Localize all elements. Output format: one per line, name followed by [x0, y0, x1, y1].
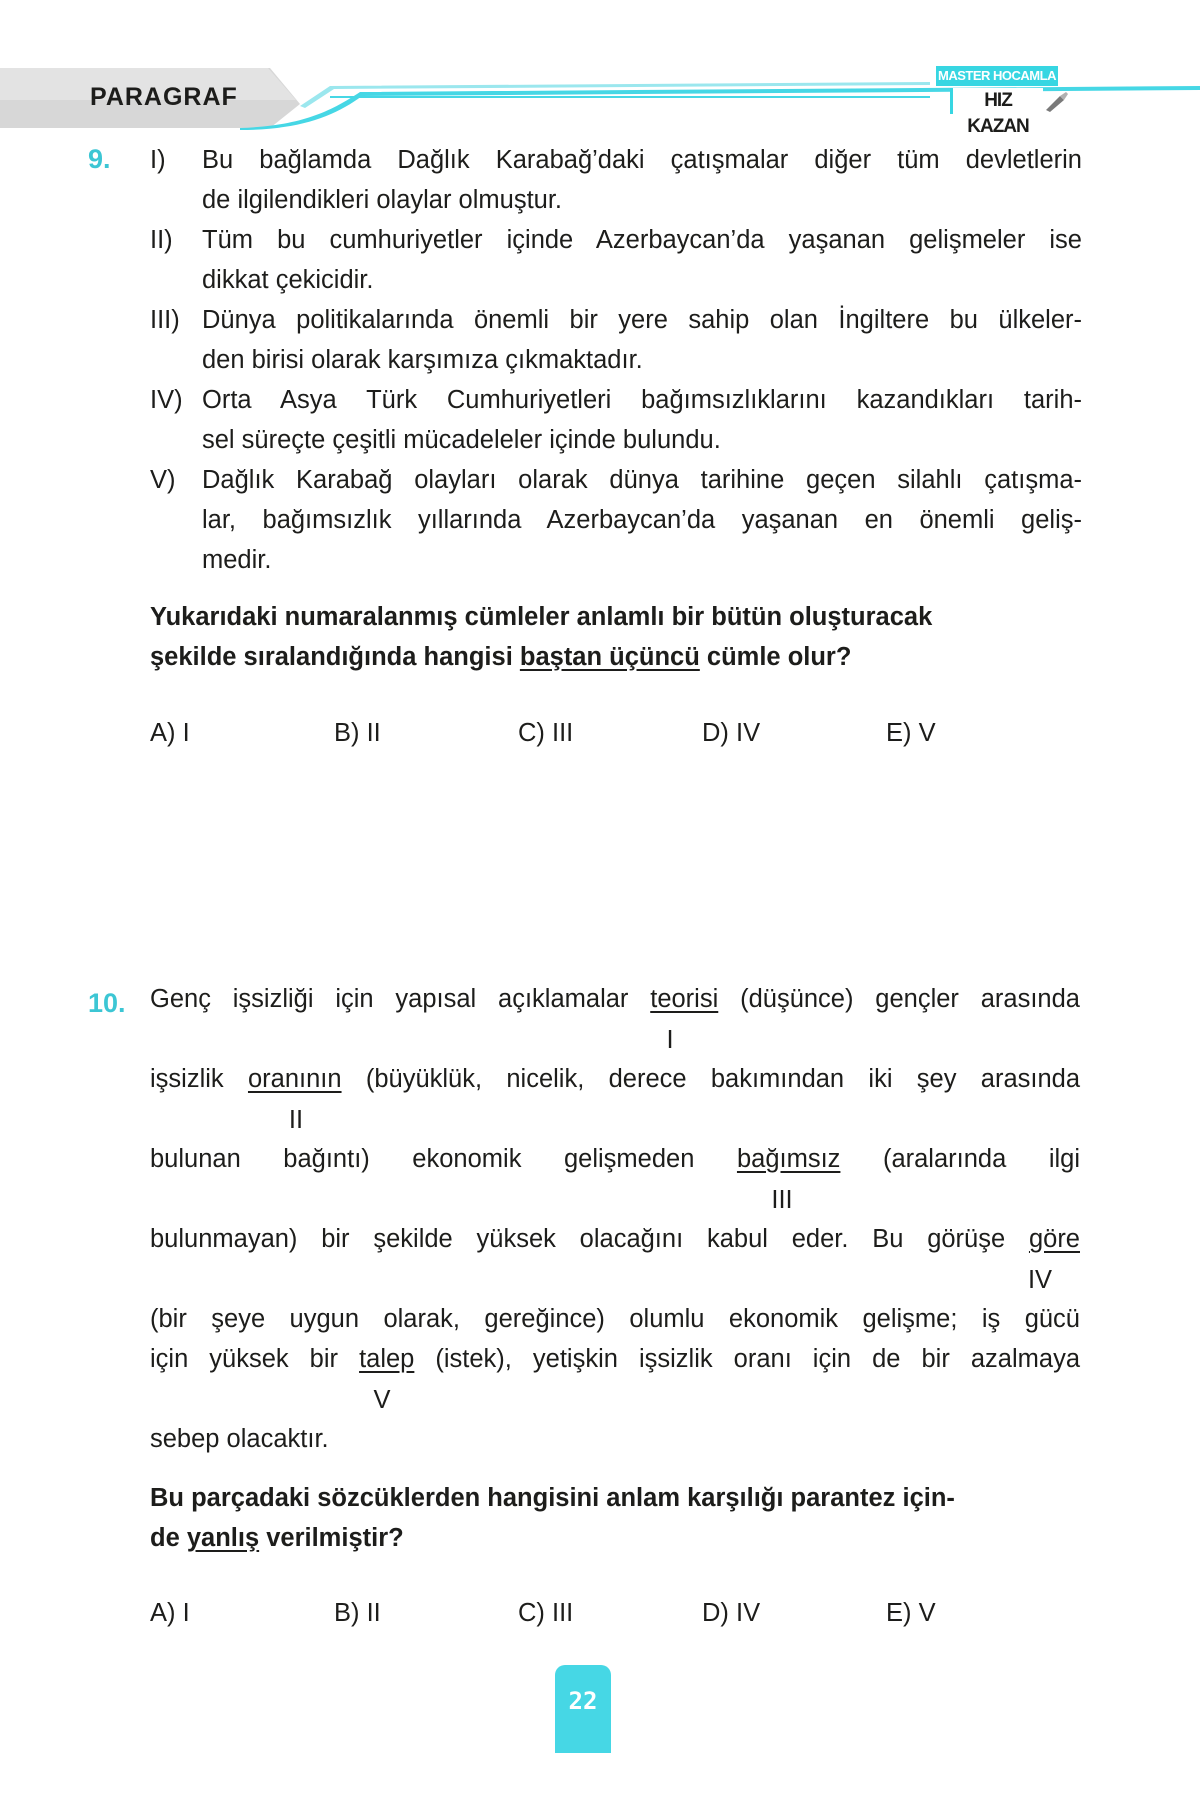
passage-text: (büyüklük, nicelik, derece bakımından iki şey arasında	[341, 1065, 1080, 1093]
underlined-word-v: talep	[359, 1345, 415, 1373]
option-b[interactable]: B) II	[334, 719, 381, 747]
sentence-roman: III)	[150, 306, 180, 334]
option-d[interactable]: D) IV	[702, 1599, 761, 1627]
section-title: PARAGRAF	[90, 83, 238, 111]
question-number-10: 10.	[88, 988, 126, 1018]
stem-line: Yukarıdaki numaralanmış cümleler anlamlı bir bütün oluşturacak	[150, 603, 933, 631]
mark-iii: III	[771, 1186, 793, 1214]
passage-text: (düşünce) gençler arasında	[718, 985, 1080, 1013]
option-a[interactable]: A) I	[150, 719, 190, 747]
underlined-word-iii: bağımsız	[736, 1145, 841, 1173]
option-a[interactable]: A) I	[150, 1599, 190, 1627]
passage-text: bulunmayan) bir şekilde yüksek olacağını kabul eder. Bu görüşe	[150, 1225, 1029, 1253]
sentence-line: dikkat çekicidir.	[202, 266, 374, 294]
stem-underlined: yanlış	[186, 1524, 260, 1552]
passage-text: Genç işsizliği için yapısal açıklamalar	[150, 985, 651, 1013]
mark-iv: IV	[1027, 1266, 1053, 1294]
option-c[interactable]: C) III	[518, 1599, 574, 1627]
sentence-line: Orta Asya Türk Cumhuriyetleri bağımsızlıklarını kazandıkları tarih-	[202, 386, 1082, 414]
sentence-line: Bu bağlamda Dağlık Karabağ’daki çatışmalar diğer tüm devletlerin	[202, 146, 1082, 174]
stem-underlined: baştan üçüncü	[519, 643, 700, 671]
sentence-line: Dünya politikalarında önemli bir yere sahip olan İngiltere bu ülkeler-	[202, 306, 1082, 334]
passage-text: işsizlik	[150, 1065, 248, 1093]
passage-line	[150, 1062, 1080, 1096]
brand-bottom-label: HIZ KAZAN	[950, 88, 1043, 114]
passage-text: için yüksek bir	[150, 1345, 360, 1373]
passage-line: (bir şeye uygun olarak, gereğince) olumlu ekonomik gelişme; iş gücü	[150, 1305, 1080, 1333]
passage-line: sebep olacaktır.	[150, 1425, 329, 1453]
stem-text: şekilde sıralandığında hangisi	[150, 643, 520, 671]
passage-line	[150, 1342, 1080, 1376]
stem-text: cümle olur?	[699, 643, 852, 671]
sentence-line: Tüm bu cumhuriyetler içinde Azerbaycan’da yaşanan gelişmeler ise	[202, 226, 1082, 254]
passage-line	[150, 982, 1080, 1016]
option-e[interactable]: E) V	[886, 719, 936, 747]
passage-text: bulunan bağıntı) ekonomik gelişmeden	[150, 1145, 737, 1173]
question-10-stem	[150, 1478, 1080, 1558]
question-number-9: 9.	[88, 144, 111, 174]
sentence-line: medir.	[202, 546, 272, 574]
question-9-stem	[150, 597, 1080, 677]
passage-text: (istek), yetişkin işsizlik oranı için de bir azalmaya	[414, 1345, 1080, 1373]
sentence-line: de ilgilendikleri olaylar olmuştur.	[202, 186, 563, 214]
mark-ii: II	[288, 1106, 304, 1134]
option-e[interactable]: E) V	[886, 1599, 936, 1627]
sentence-line: Dağlık Karabağ olayları olarak dünya tarihine geçen silahlı çatışma-	[202, 466, 1082, 494]
sentence-roman: II)	[150, 226, 173, 254]
page-number: 22	[568, 1687, 598, 1715]
mark-v: V	[373, 1386, 391, 1414]
pencil-icon	[1046, 92, 1068, 112]
sentence-line: sel süreçte çeşitli mücadeleler içinde bulundu.	[202, 426, 721, 454]
mark-i: I	[666, 1026, 674, 1054]
passage-text: (aralarında ilgi	[840, 1145, 1080, 1173]
stem-line: Bu parçadaki sözcüklerden hangisini anlam karşılığı parantez için-	[150, 1484, 955, 1512]
brand-top-label: MASTER HOCAMLA	[936, 66, 1058, 86]
underlined-word-i: teorisi	[650, 985, 719, 1013]
stem-text: de	[150, 1524, 187, 1552]
sentence-roman: I)	[150, 146, 166, 174]
passage-line	[150, 1222, 1080, 1256]
sentence-line: den birisi olarak karşımıza çıkmaktadır.	[202, 346, 643, 374]
sentence-roman: V)	[150, 466, 176, 494]
option-b[interactable]: B) II	[334, 1599, 381, 1627]
underlined-word-iv: göre	[1028, 1225, 1080, 1253]
passage-line	[150, 1142, 1080, 1176]
stem-text: verilmiştir?	[259, 1524, 404, 1552]
stem-line	[150, 1518, 1080, 1558]
sentence-roman: IV)	[150, 386, 183, 414]
page-number-tab	[555, 1665, 611, 1753]
sentence-line: lar, bağımsızlık yıllarında Azerbaycan’da yaşanan en önemli geliş-	[202, 506, 1082, 534]
option-c[interactable]: C) III	[518, 719, 574, 747]
option-d[interactable]: D) IV	[702, 719, 761, 747]
underlined-word-ii: oranının	[247, 1065, 342, 1093]
brand-logo	[926, 66, 1066, 137]
stem-line	[150, 637, 1080, 677]
